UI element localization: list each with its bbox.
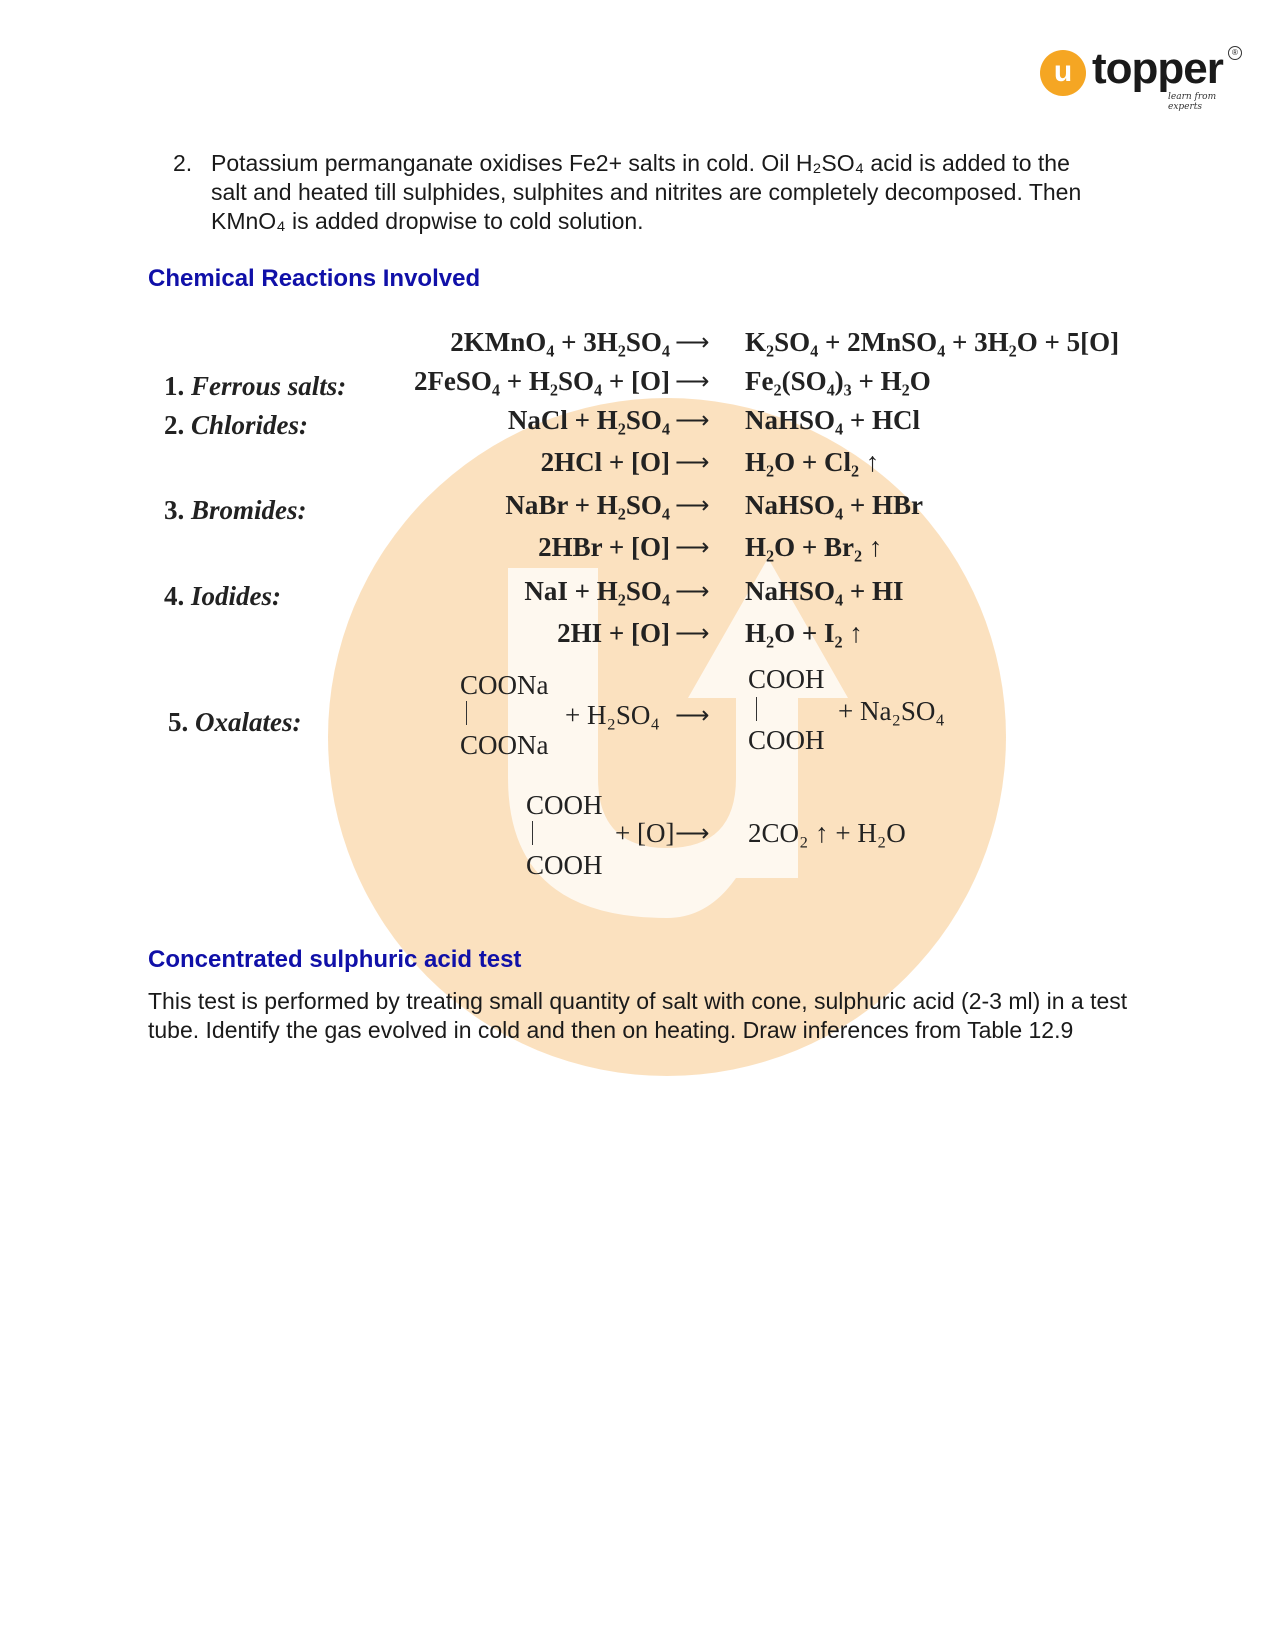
label-text: Chlorides: <box>191 410 309 440</box>
eq-permanganate-right: K₂SO₄ + 2MnSO₄ + 3H₂O + 5[O] <box>745 327 1120 357</box>
label-text: Iodides: <box>191 581 281 611</box>
label-text: Ferrous salts: <box>191 371 347 401</box>
oxalic-reagent: + [O] <box>615 818 675 848</box>
reaction-arrow: ⟶ <box>675 701 710 729</box>
oxalic-acid-bottom: COOH <box>748 725 825 755</box>
reaction-arrow: ⟶ <box>675 533 710 561</box>
eq-iodides-1-right: NaHSO₄ + HI <box>745 576 904 606</box>
eq-iodides-1-left: NaI + H₂SO₄ <box>524 576 670 606</box>
eq-ferrous-left: 2FeSO₄ + H₂SO₄ + [O] <box>413 366 670 396</box>
bond-line <box>466 701 467 725</box>
eq-chlorides-1-right: NaHSO₄ + HCl <box>745 405 920 435</box>
oxalate-reagent: + H₂SO₄ <box>565 700 660 730</box>
reaction-arrow: ⟶ <box>675 491 710 519</box>
eq-chlorides-1-left: NaCl + H₂SO₄ <box>507 405 670 435</box>
oxalic-products: 2CO₂ ↑ + H₂O <box>748 818 906 848</box>
label-bromides <box>164 495 307 526</box>
label-iodides <box>164 581 281 612</box>
list-text: Potassium permanganate oxidises Fe2+ salts in cold. Oil H₂SO₄ acid is added to the salt and heated till sulphides, sulphites and nitrites are completely decomposed. Then KMnO₄ is added dropwise to cold solution. <box>211 150 1082 234</box>
logo-wordmark: topper <box>1092 44 1223 93</box>
label-number: 4. <box>164 581 185 611</box>
eq-permanganate-left: 2KMnO₄ + 3H₂SO₄ <box>450 327 670 357</box>
label-number: 5. <box>168 707 189 737</box>
reaction-arrow: ⟶ <box>675 448 710 476</box>
eq-iodides-2-left: 2HI + [O] <box>557 618 670 648</box>
reaction-arrow: ⟶ <box>675 619 710 647</box>
section-heading-reactions: Chemical Reactions Involved <box>148 265 481 292</box>
reaction-arrow: ⟶ <box>675 406 710 434</box>
label-number: 2. <box>164 410 185 440</box>
oxalic-acid-top: COOH <box>748 664 825 694</box>
reaction-arrow: ⟶ <box>675 819 710 847</box>
reaction-arrow: ⟶ <box>675 577 710 605</box>
oxalic-top: COOH <box>526 790 603 820</box>
eq-chlorides-2-right: H₂O + Cl₂ ↑ <box>745 447 880 477</box>
logo-tagline: learn from experts <box>1168 92 1217 112</box>
label-number: 1. <box>164 371 185 401</box>
oxalate-bottom: COONa <box>460 730 549 760</box>
conc-test-paragraph: This test is performed by treating small quantity of salt with cone, sulphuric acid (2-3 ml) in a test tube. Identify the gas evolved in cold and then on heating. Draw inferences from Table 12.9 <box>148 988 1128 1043</box>
oxalic-bottom: COOH <box>526 850 603 880</box>
eq-iodides-2-right: H₂O + I₂ ↑ <box>745 618 863 648</box>
bond-line <box>756 697 757 721</box>
list-number: 2. <box>173 150 193 176</box>
section-heading-conc-test: Concentrated sulphuric acid test <box>148 946 522 973</box>
eq-bromides-2-left: 2HBr + [O] <box>538 532 670 562</box>
label-chlorides <box>164 410 308 441</box>
eq-bromides-2-right: H₂O + Br₂ ↑ <box>745 532 883 562</box>
eq-ferrous-right: Fe₂(SO₄)₃ + H₂O <box>745 366 931 396</box>
eq-chlorides-2-left: 2HCl + [O] <box>540 447 670 477</box>
registered-mark: ® <box>1228 46 1242 60</box>
logo-mark: u <box>1040 50 1086 96</box>
eq-bromides-1-right: NaHSO₄ + HBr <box>745 490 923 520</box>
label-number: 3. <box>164 495 185 525</box>
bond-line <box>532 821 533 845</box>
reaction-arrow: ⟶ <box>675 367 710 395</box>
oxalate-top: COONa <box>460 670 549 700</box>
oxalate-byproduct: + Na₂SO₄ <box>838 696 945 726</box>
label-ferrous <box>164 371 346 402</box>
label-text: Bromides: <box>191 495 307 525</box>
label-text: Oxalates: <box>195 707 302 737</box>
label-oxalates <box>168 707 301 738</box>
eq-bromides-1-left: NaBr + H₂SO₄ <box>505 490 670 520</box>
reaction-arrow: ⟶ <box>675 328 710 356</box>
